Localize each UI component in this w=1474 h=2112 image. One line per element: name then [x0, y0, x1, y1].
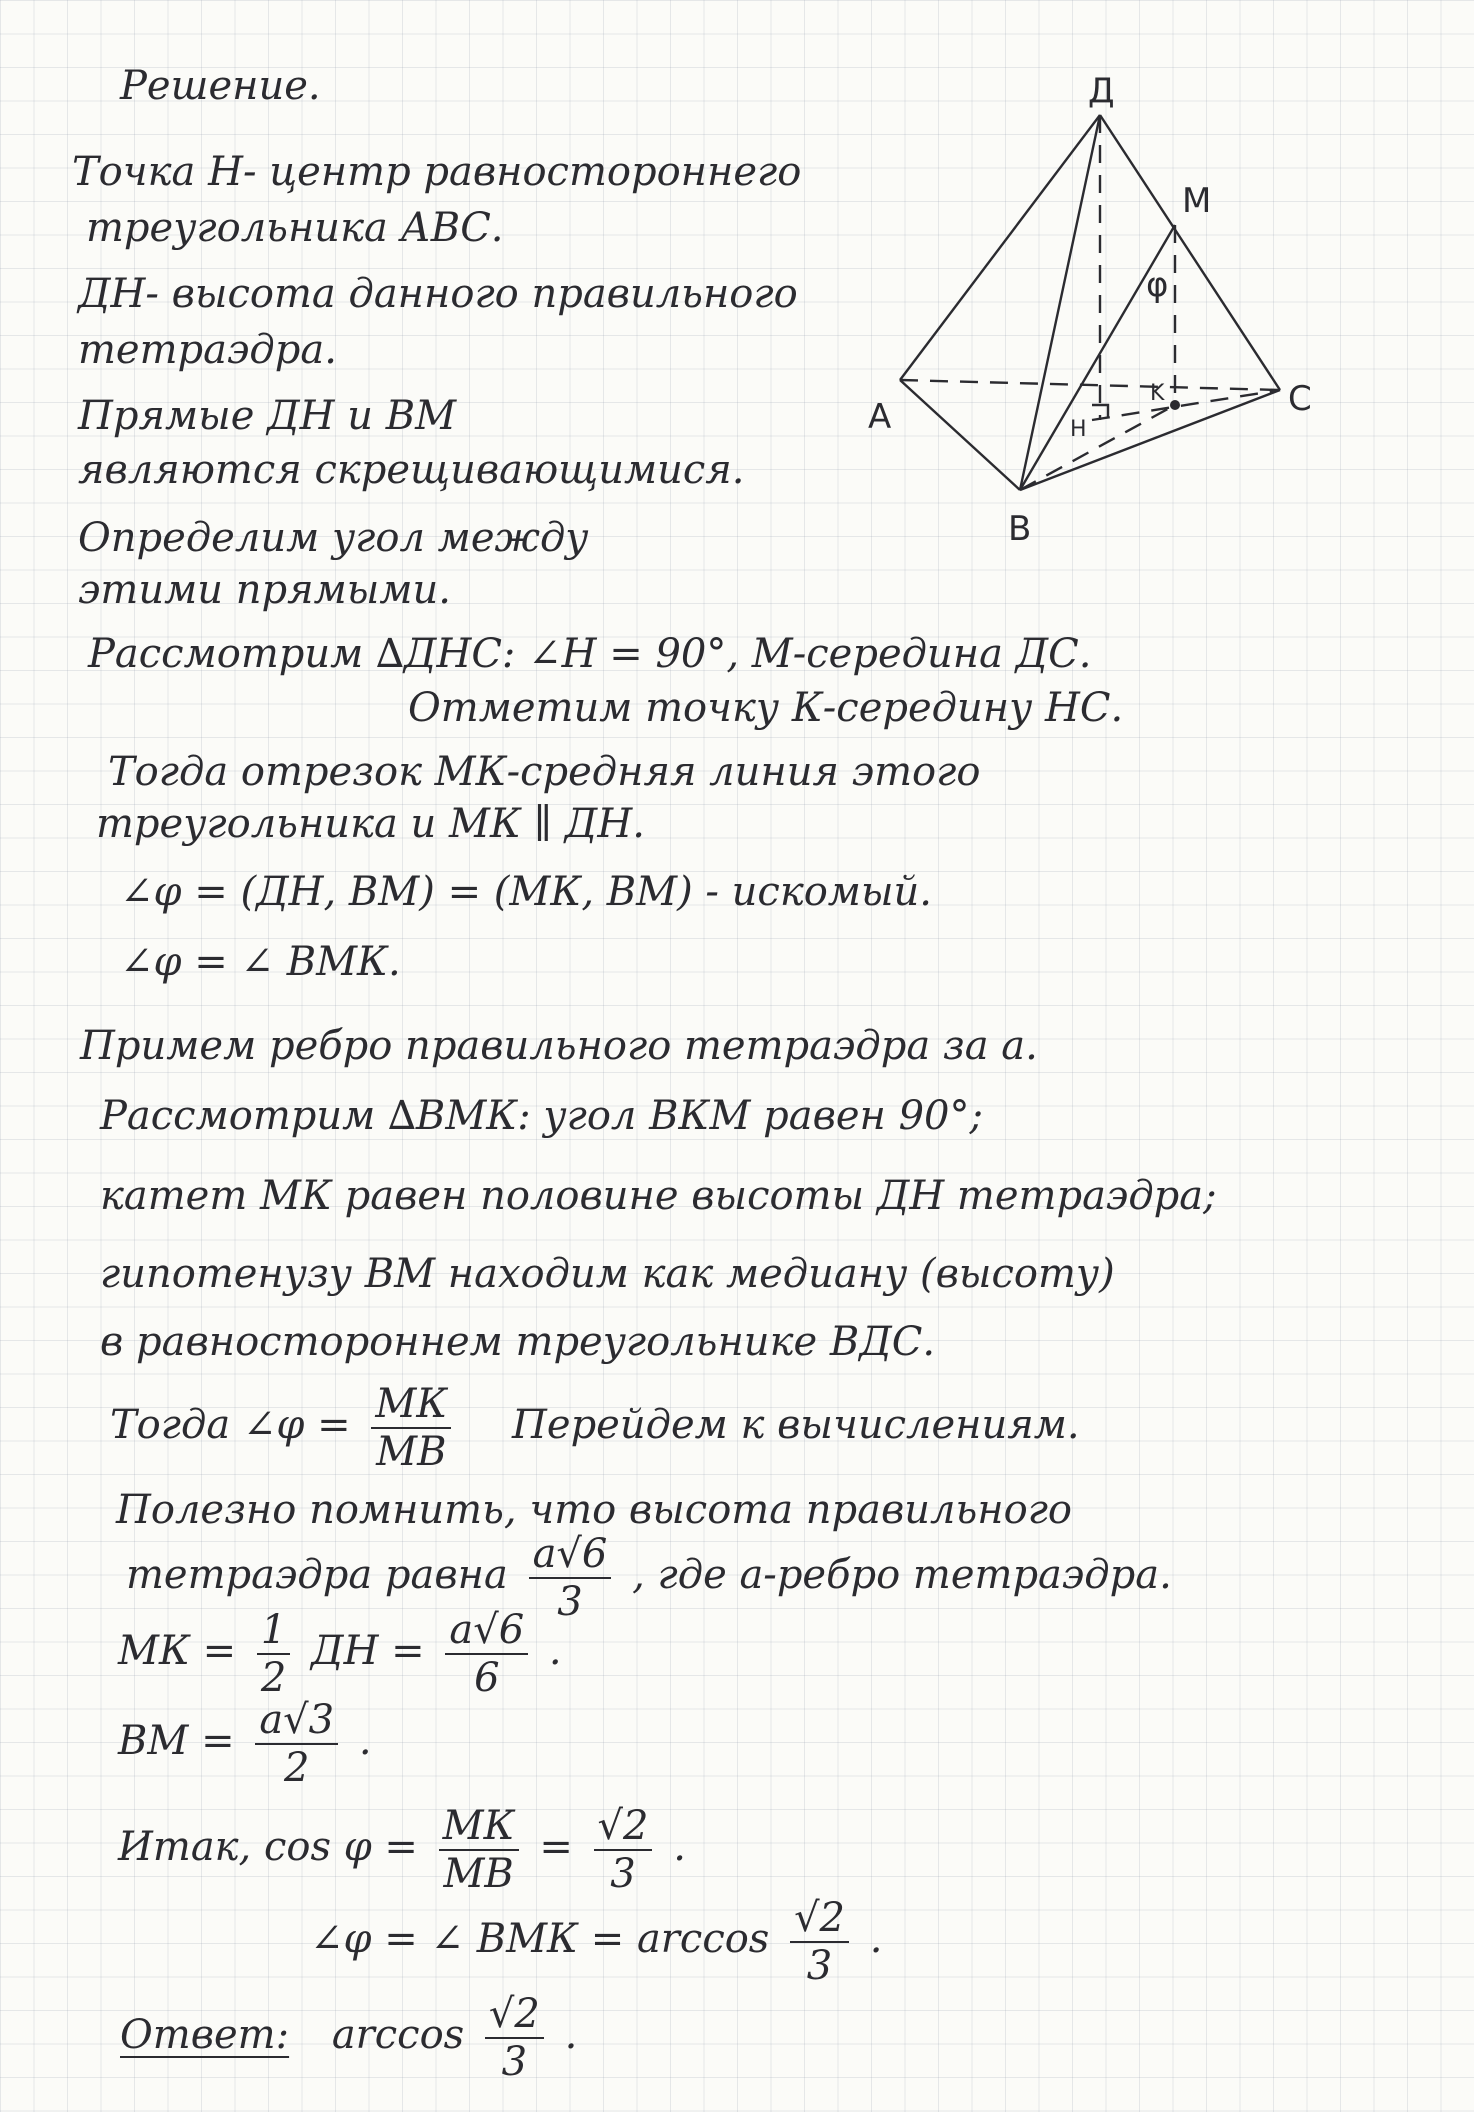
tetrahedron-diagram [860, 60, 1340, 580]
text-line: Тогда отрезок МК-средняя линия этого [108, 749, 981, 795]
text-line: треугольника АВС. [86, 205, 504, 251]
label-c: C [1288, 379, 1312, 419]
label-d: Д [1088, 71, 1115, 111]
answer: Ответ: arccos $\frac{√2}{3}$ . [120, 1991, 578, 2085]
text-line: Примем ребро правильного тетраэдра за а. [80, 1023, 1038, 1069]
text-line: являются скрещивающимися. [78, 447, 745, 493]
label-a: A [868, 397, 892, 437]
formula-height: тетраэдра равна $\frac{a√6}{3}$ , где а-ребро тетраэдра. [126, 1531, 1172, 1625]
edge-dc [1100, 115, 1280, 390]
text-line: в равностороннем треугольнике ВДС. [100, 1319, 936, 1365]
text-line: треугольника и МК ∥ ДН. [96, 801, 645, 847]
text-line: катет МК равен половине высоты ДН тетраэдра; [100, 1173, 1217, 1219]
text-line: Полезно помнить, что высота правильного [116, 1487, 1072, 1533]
text-line: Точка Н- центр равностороннего [72, 149, 802, 195]
formula-bm: ВМ = $\frac{a√3}{2}$ . [118, 1697, 372, 1791]
formula-tan: Тогда ∠φ = МК МВ Перейдем к вычислениям. [110, 1381, 1080, 1475]
text-line: ДН- высота данного правильного [78, 271, 798, 317]
edge-da [900, 115, 1100, 380]
label-phi: φ [1146, 265, 1169, 305]
text-line: тетраэдра. [78, 327, 337, 373]
text-line: Прямые ДН и ВМ [78, 393, 457, 439]
label-b: B [1008, 509, 1032, 549]
edge-ac [900, 380, 1280, 390]
text-line: Отметим точку К-середину НС. [408, 685, 1124, 731]
formula-angle: ∠φ = ∠ ВМК = arccos $\frac{√2}{3}$ . [310, 1895, 883, 1989]
formula-mk: МК = $\frac{1}{2}$ ДН = $\frac{a√6}{6}$ . [118, 1607, 562, 1701]
page-title: Решение. [120, 63, 321, 109]
label-m: M [1182, 181, 1212, 221]
edge-db [1020, 115, 1100, 490]
formula-cos: Итак, cos φ = МК МВ = $\frac{√2}{3}$ . [118, 1803, 686, 1897]
label-k: K [1150, 381, 1165, 406]
text-line: этими прямыми. [78, 567, 451, 613]
segment-hc [1092, 390, 1280, 420]
text-line: Определим угол между [78, 515, 589, 561]
text-line: Рассмотрим ∆ДНС: ∠Н = 90°, М-середина ДС. [88, 631, 1092, 677]
text-line: Рассмотрим ∆ВМК: угол ВКМ равен 90°; [100, 1093, 983, 1139]
label-h: H [1070, 417, 1087, 442]
text-line: гипотенузу ВМ находим как медиану (высоту) [100, 1251, 1115, 1297]
edge-ab [900, 380, 1020, 490]
text-line: ∠φ = ∠ ВМК. [120, 939, 401, 985]
point-k [1170, 400, 1180, 410]
segment-bk [1020, 405, 1175, 490]
text-line: ∠φ = (ДН, ВМ) = (МК, ВМ) - искомый. [120, 869, 933, 915]
answer-label: Ответ: [120, 2012, 290, 2058]
